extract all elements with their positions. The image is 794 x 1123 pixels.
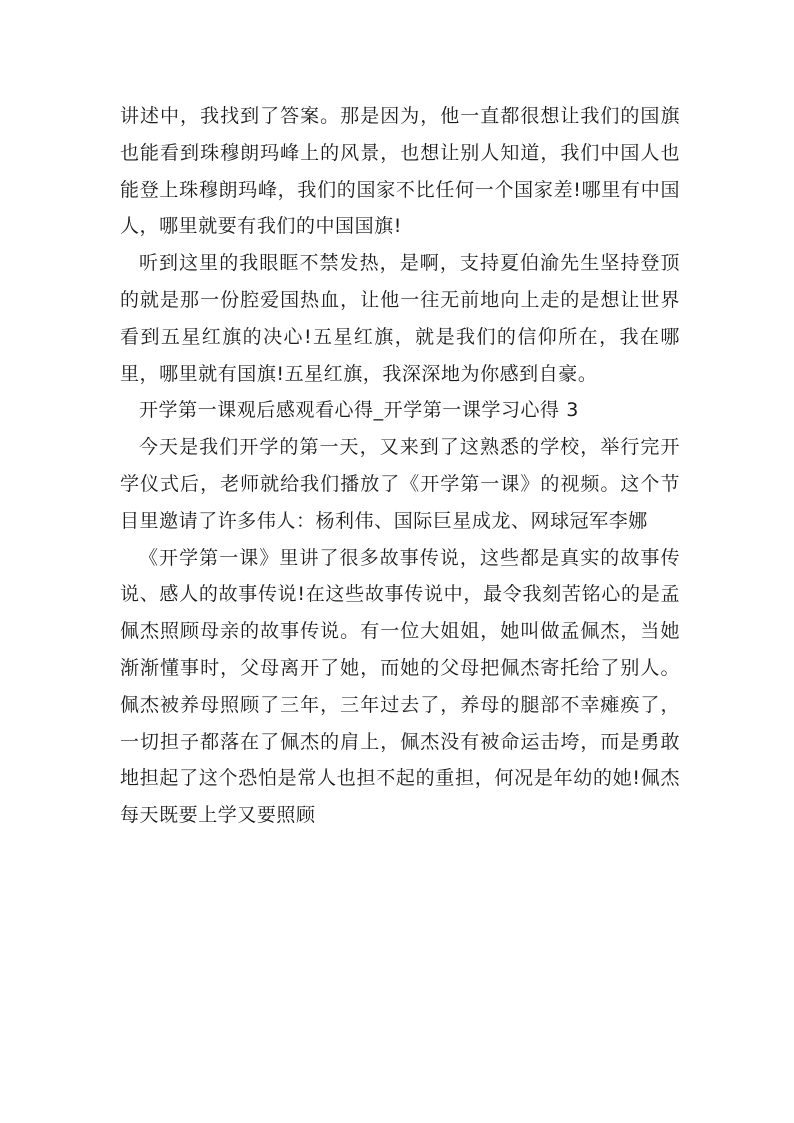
document-body (120, 98, 680, 834)
paragraph-2: 听到这里的我眼眶不禁发热，是啊，支持夏伯渝先生坚持登顶的就是那一份腔爱国热血，让他一往无前地向上走的是想让世界看到五星红旗的决心!五星红旗，就是我们的信仰所在，我在哪里，哪里就有国旗!五星红旗，我深深地为你感到自豪。 (120, 252, 680, 385)
section-heading: 开学第一课观后感观看心得_开学第一课学习心得 3 (139, 399, 579, 422)
paragraph-3: 今天是我们开学的第一天，又来到了这熟悉的学校，举行完开学仪式后，老师就给我们播放了《开学第一课》的视频。这个节目里邀请了许多伟人：杨利伟、国际巨星成龙、网球冠军李娜 (120, 436, 680, 532)
paragraph-1: 讲述中，我找到了答案。那是因为，他一直都很想让我们的国旗也能看到珠穆朗玛峰上的风景，也想让别人知道，我们中国人也能登上珠穆朗玛峰，我们的国家不比任何一个国家差!哪里有中国人，哪里就要有我们的中国国旗! (120, 105, 680, 238)
paragraph-4: 《开学第一课》里讲了很多故事传说，这些都是真实的故事传说、感人的故事传说!在这些故事传说中，最令我刻苦铭心的是孟佩杰照顾母亲的故事传说。有一位大姐姐，她叫做孟佩杰，当她渐渐懂事时，父母离开了她，而她的父母把佩杰寄托给了别人。佩杰被养母照顾了三年，三年过去了，养母的腿部不幸瘫痪了，一切担子都落在了佩杰的肩上，佩杰没有被命运击垮，而是勇敢地担起了这个恐怕是常人也担不起的重担，何况是年幼的她!佩杰每天既要上学又要照顾 (120, 546, 680, 827)
